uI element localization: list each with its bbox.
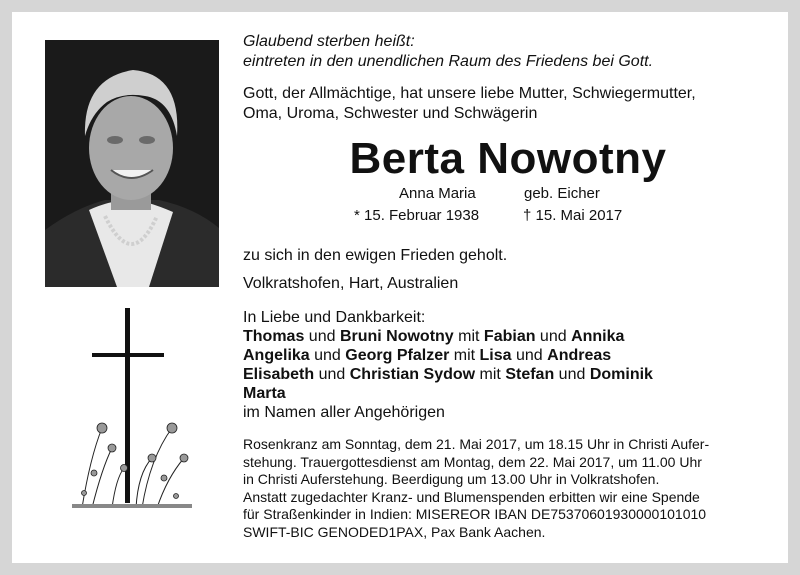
intro-line-2: Oma, Uroma, Schwester und Schwägerin xyxy=(243,105,538,122)
birth-name: geb. Eicher xyxy=(524,185,600,202)
details-line-1: Rosenkranz am Sonntag, dem 21. Mai 2017, um 18.15 Uhr in Christi Aufer- xyxy=(243,436,710,452)
details-line-4: Anstatt zugedachter Kranz- und Blumenspenden erbitten wir eine Spende xyxy=(243,488,700,505)
intro-text xyxy=(243,84,773,124)
motto-quote xyxy=(243,32,773,72)
mourners-row-2: Angelika und Georg Pfalzer mit Lisa und Andreas xyxy=(243,347,612,364)
service-details xyxy=(243,436,778,541)
details-line-6: SWIFT-BIC GENODED1PAX, Pax Bank Aachen. xyxy=(243,523,546,540)
deceased-name: Berta Nowotny xyxy=(349,134,667,183)
birth-date: * 15. Februar 1938 xyxy=(354,207,480,224)
death-date: † 15. Mai 2017 xyxy=(523,207,623,224)
mourners-heading: In Liebe und Dankbarkeit: xyxy=(243,309,426,326)
mourners-list xyxy=(243,308,773,422)
intro-line-1: Gott, der Allmächtige, hat unsere liebe Mutter, Schwiegermutter, xyxy=(243,85,696,102)
mourners-row-4: Marta xyxy=(243,385,286,402)
details-line-2: stehung. Trauergottesdienst am Montag, dem 22. Mai 2017, um 11.00 Uhr xyxy=(243,453,702,470)
places-text: Volkratshofen, Hart, Australien xyxy=(243,275,459,292)
mourners-row-3: Elisabeth und Christian Sydow mit Stefan und Dominik xyxy=(243,366,653,383)
motto-line-2: eintreten in den unendlichen Raum des Friedens bei Gott. xyxy=(243,53,654,70)
cross-with-flowers-illustration xyxy=(72,308,192,508)
mourners-row-1: Thomas und Bruni Nowotny mit Fabian und Annika xyxy=(243,328,625,345)
obituary-card xyxy=(12,12,788,563)
peace-text: zu sich in den ewigen Frieden geholt. xyxy=(243,247,508,264)
details-line-3: in Christi Auferstehung. Beerdigung um 13.00 Uhr in Volkratshofen. xyxy=(243,471,660,487)
motto-line-1: Glaubend sterben heißt: xyxy=(243,33,415,50)
given-names: Anna Maria xyxy=(399,185,476,202)
details-line-5: für Straßenkinder in Indien: MISEREOR IBAN DE75370601930000101010 xyxy=(243,506,707,522)
portrait-photo xyxy=(45,40,219,287)
mourners-closing: im Namen aller Angehörigen xyxy=(243,404,445,421)
